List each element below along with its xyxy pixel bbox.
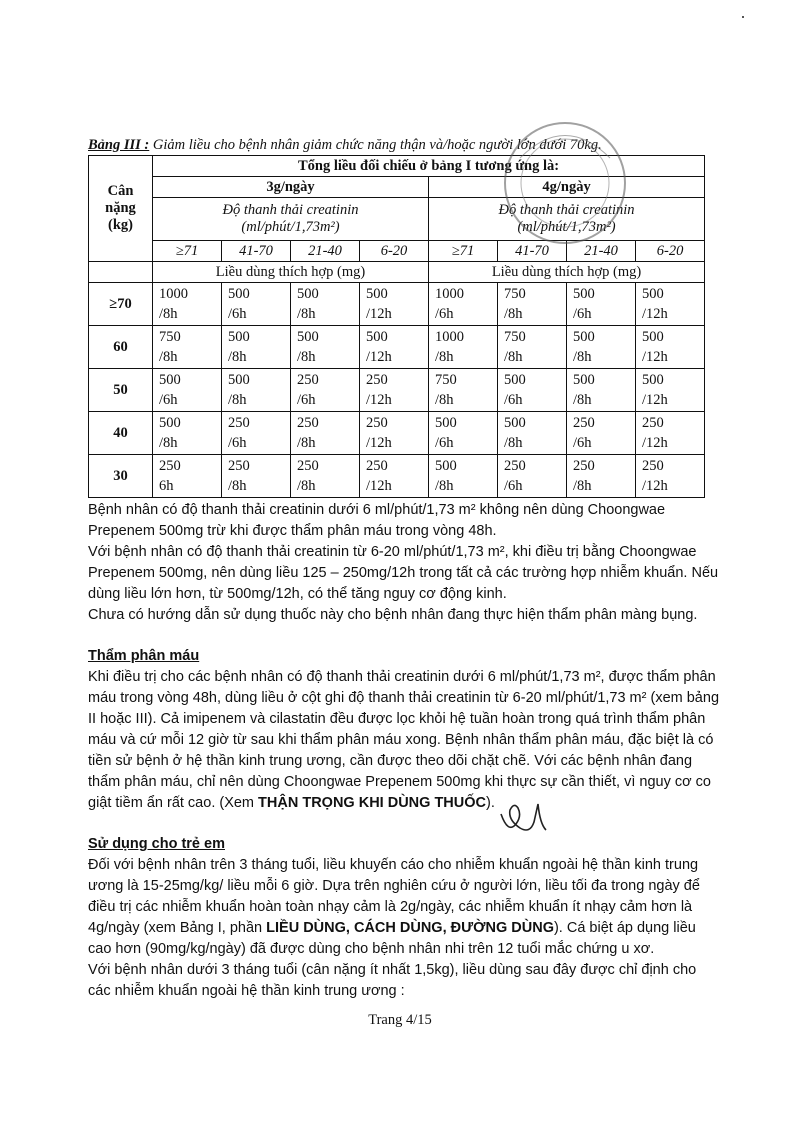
- weight-cell: 30: [89, 455, 153, 498]
- dose-interval: /12h: [366, 306, 392, 322]
- clearance-label: Độ thanh thải creatinin: [498, 202, 635, 218]
- dose-cell: [636, 455, 705, 498]
- range-cell: 6-20: [360, 241, 429, 262]
- dose-cell: [498, 412, 567, 455]
- table-caption-text: Giảm liều cho bệnh nhân giảm chức năng thận và/hoặc người lớn dưới 70kg.: [149, 137, 602, 153]
- dose-amount: 250: [642, 415, 664, 431]
- weight-cell: 60: [89, 326, 153, 369]
- dose-interval: /8h: [297, 435, 316, 451]
- dose-interval: /6h: [435, 306, 454, 322]
- dose-interval: /12h: [366, 392, 392, 408]
- dose-amount: 250: [504, 458, 526, 474]
- dose-amount: 500: [642, 286, 664, 302]
- dose-amount: 500: [366, 329, 388, 345]
- weight-header-l1: Cân: [107, 183, 134, 199]
- dose-cell: [636, 283, 705, 326]
- dose-interval: /12h: [366, 478, 392, 494]
- note-paragraph: Chưa có hướng dẫn sử dụng thuốc này cho bệnh nhân đang thực hiện thẩm phân màng bụng.: [88, 607, 698, 623]
- dose-amount: 500: [573, 372, 595, 388]
- dose-cell: [291, 455, 360, 498]
- range-cell: ≥71: [429, 241, 498, 262]
- group-dose-4g: 4g/ngày: [429, 177, 705, 198]
- dose-interval: /6h: [228, 306, 247, 322]
- dose-amount: 500: [642, 329, 664, 345]
- dose-amount: 250: [297, 372, 319, 388]
- dose-interval: /8h: [297, 478, 316, 494]
- range-cell: 41-70: [222, 241, 291, 262]
- dialysis-ref: THẬN TRỌNG KHI DÙNG THUỐC: [258, 795, 487, 811]
- weight-cell: 40: [89, 412, 153, 455]
- weight-header: [89, 156, 153, 262]
- weight-cell: 50: [89, 369, 153, 412]
- group-dose-3g: 3g/ngày: [153, 177, 429, 198]
- dose-interval: /8h: [159, 349, 178, 365]
- dose-interval: /12h: [642, 306, 668, 322]
- dose-amount: 250: [366, 372, 388, 388]
- dose-amount: 750: [435, 372, 457, 388]
- clearance-unit: (ml/phút/1,73m²): [241, 219, 340, 235]
- dose-amount: 500: [297, 329, 319, 345]
- dose-amount: 500: [504, 415, 526, 431]
- dose-amount: 750: [504, 286, 526, 302]
- dose-cell: [567, 412, 636, 455]
- dose-cell: [360, 283, 429, 326]
- dose-interval: /6h: [504, 392, 523, 408]
- table-caption: [88, 137, 602, 154]
- children-text: Đối với bệnh nhân trên 3 tháng tuổi, liều khuyến cáo cho nhiễm khuẩn ngoài hệ thần kinh trung ương là 15-25mg/kg/ liều mỗi 6 giờ. Dựa trên nghiên cứu ở người lớn, liều tối đa trong ngày để điều trị các nhiễm khuẩn hoàn toàn nhạy cảm là 2g/ngày, các nhiễm khuẩn ít nhạy cảm hơn là 4g/ngày (xem Bảng I, phần: [88, 857, 700, 936]
- dose-interval: /6h: [297, 392, 316, 408]
- dose-interval: /12h: [642, 435, 668, 451]
- dose-interval: /8h: [435, 478, 454, 494]
- children-text-tail: ). Cá biệt áp dụng liều cao hơn (90mg/kg/ngày) đã được dùng cho bệnh nhân nhi trên 12 tuổi mắc chứng u xơ.: [88, 920, 696, 957]
- dose-amount: 250: [366, 458, 388, 474]
- range-cell: 6-20: [636, 241, 705, 262]
- dose-cell: [429, 412, 498, 455]
- dose-cell: [498, 283, 567, 326]
- dose-amount: 1000: [159, 286, 188, 302]
- dose-cell: [222, 326, 291, 369]
- dose-amount: 500: [504, 372, 526, 388]
- weight-cell: ≥70: [89, 283, 153, 326]
- dose-amount: 500: [297, 286, 319, 302]
- dose-amount: 250: [573, 415, 595, 431]
- dialysis-heading: Thẩm phân máu: [88, 648, 200, 664]
- clearance-unit: (ml/phút/1,73m²): [517, 219, 616, 235]
- dose-amount: 750: [159, 329, 181, 345]
- dose-amount: 250: [228, 415, 250, 431]
- page-number: Trang 4/15: [368, 1012, 432, 1028]
- dose-amount: 250: [297, 458, 319, 474]
- dose-interval: /8h: [435, 349, 454, 365]
- dose-cell: [636, 369, 705, 412]
- clearance-label: Độ thanh thải creatinin: [222, 202, 359, 218]
- blank-cell: [89, 262, 153, 283]
- dose-interval: /8h: [297, 349, 316, 365]
- clearance-header-3g: [153, 198, 429, 241]
- dose-interval: /8h: [435, 392, 454, 408]
- dose-interval: /6h: [159, 392, 178, 408]
- dose-cell: [636, 412, 705, 455]
- dose-amount: 1000: [435, 329, 464, 345]
- dose-interval: /6h: [573, 435, 592, 451]
- children-paragraph-2: Với bệnh nhân dưới 3 tháng tuổi (cân nặng ít nhất 1,5kg), liều dùng sau đây được chỉ định cho các nhiễm khuẩn ngoài hệ thần kinh trung ương :: [88, 962, 697, 999]
- table-row: [89, 412, 705, 455]
- dose-cell: [291, 412, 360, 455]
- clearance-header-4g: [429, 198, 705, 241]
- dose-cell: [153, 326, 222, 369]
- dose-interval: 6h: [159, 478, 174, 494]
- dose-cell: [636, 326, 705, 369]
- dose-cell: [222, 455, 291, 498]
- dose-amount: 250: [573, 458, 595, 474]
- dose-amount: 500: [573, 286, 595, 302]
- dose-amount: 500: [228, 372, 250, 388]
- range-cell: ≥71: [153, 241, 222, 262]
- weight-header-l3: (kg): [108, 217, 133, 233]
- dose-amount: 500: [435, 415, 457, 431]
- total-dose-header: Tổng liều đối chiếu ở bảng I tương ứng là:: [153, 156, 705, 177]
- dose-cell: [429, 326, 498, 369]
- dose-amount: 500: [642, 372, 664, 388]
- dose-interval: /12h: [642, 478, 668, 494]
- dose-amount: 500: [573, 329, 595, 345]
- dialysis-tail: ).: [486, 795, 495, 811]
- dose-cell: [429, 369, 498, 412]
- dose-amount: 250: [297, 415, 319, 431]
- dose-interval: /8h: [159, 306, 178, 322]
- dose-amount: 250: [228, 458, 250, 474]
- note-paragraph: Bệnh nhân có độ thanh thải creatinin dưới 6 ml/phút/1,73 m² không nên dùng Choongwae Prepenem 500mg trừ khi được thẩm phân máu trong vòng 48h.: [88, 502, 666, 539]
- dose-interval: /8h: [228, 349, 247, 365]
- dose-interval: /12h: [642, 349, 668, 365]
- dose-cell: [429, 455, 498, 498]
- children-heading: Sử dụng cho trẻ em: [88, 836, 225, 852]
- dose-cell: [498, 455, 567, 498]
- dose-interval: /6h: [504, 478, 523, 494]
- dose-cell: [429, 283, 498, 326]
- dose-amount: 500: [228, 286, 250, 302]
- dose-cell: [291, 369, 360, 412]
- dose-cell: [153, 455, 222, 498]
- dose-amount: 500: [159, 415, 181, 431]
- dose-interval: /8h: [573, 392, 592, 408]
- dialysis-section: [88, 646, 720, 814]
- dose-interval: /8h: [228, 478, 247, 494]
- dose-interval: /8h: [228, 392, 247, 408]
- dose-amount: 500: [228, 329, 250, 345]
- dose-interval: /12h: [642, 392, 668, 408]
- dose-interval: /8h: [159, 435, 178, 451]
- dose-table: [88, 155, 705, 498]
- range-cell: 21-40: [291, 241, 360, 262]
- dose-interval: /8h: [504, 349, 523, 365]
- table-row: [89, 369, 705, 412]
- dose-cell: [291, 326, 360, 369]
- dose-cell: [153, 412, 222, 455]
- dose-amount: 500: [366, 286, 388, 302]
- dose-cell: [360, 326, 429, 369]
- dose-interval: /8h: [573, 349, 592, 365]
- dose-amount: 250: [366, 415, 388, 431]
- scan-speck: [742, 16, 744, 18]
- dialysis-text: Khi điều trị cho các bệnh nhân có độ thanh thải creatinin dưới 6 ml/phút/1,73 m², được thẩm phân máu trong vòng 48h, dùng liều ở cột ghi độ thanh thải creatinin từ 6-20 ml/phút/1,73 m² (xem bảng II hoặc III). Cả imipenem và cilastatin đều được lọc khỏi hệ tuần hoàn trong quá trình thẩm phân máu và cứ mỗi 12 giờ từ sau khi thẩm phân máu xong. Bệnh nhân thẩm phân máu, đặc biệt là có tiền sử bệnh ở hệ thần kinh trung ương, cần được theo dõi chặt chẽ. Với các bệnh nhân đang thẩm phân máu, chỉ nên dùng Choongwae Prepenem 500mg khi thực sự cần thiết, vì nguy cơ co giật tiềm ẩn rất cao. (Xem: [88, 669, 720, 811]
- dose-interval: /12h: [366, 435, 392, 451]
- range-cell: 21-40: [567, 241, 636, 262]
- dose-amount: 500: [435, 458, 457, 474]
- suitable-dose-label-4g: Liều dùng thích hợp (mg): [429, 262, 705, 283]
- dose-cell: [360, 455, 429, 498]
- children-section: [88, 834, 720, 1002]
- weight-header-l2: nặng: [105, 200, 136, 216]
- dose-interval: /8h: [297, 306, 316, 322]
- dose-cell: [360, 369, 429, 412]
- signature-icon: [496, 794, 556, 844]
- dose-cell: [567, 455, 636, 498]
- dose-rows: [89, 283, 705, 498]
- dose-interval: /6h: [573, 306, 592, 322]
- dose-cell: [498, 369, 567, 412]
- table-row: [89, 283, 705, 326]
- range-cell: 41-70: [498, 241, 567, 262]
- suitable-dose-label-3g: Liều dùng thích hợp (mg): [153, 262, 429, 283]
- dose-cell: [222, 412, 291, 455]
- dose-interval: /12h: [366, 349, 392, 365]
- dose-amount: 500: [159, 372, 181, 388]
- dose-cell: [567, 326, 636, 369]
- dose-cell: [567, 369, 636, 412]
- dose-cell: [291, 283, 360, 326]
- children-ref: LIỀU DÙNG, CÁCH DÙNG, ĐƯỜNG DÙNG: [266, 920, 554, 936]
- table-caption-label: Bảng III :: [88, 137, 150, 153]
- notes-block: [88, 500, 720, 626]
- dose-amount: 250: [642, 458, 664, 474]
- children-paragraph: [88, 855, 720, 960]
- dose-cell: [498, 326, 567, 369]
- dose-interval: /8h: [573, 478, 592, 494]
- dose-interval: /6h: [435, 435, 454, 451]
- dose-amount: 1000: [435, 286, 464, 302]
- dose-cell: [222, 369, 291, 412]
- table-row: [89, 455, 705, 498]
- note-paragraph: Với bệnh nhân có độ thanh thải creatinin từ 6-20 ml/phút/1,73 m², khi điều trị bằng Choongwae Prepenem 500mg, nên dùng liều 125 – 250mg/12h trong tất cả các trường hợp nhiễm khuẩn. Nếu dùng liều lớn hơn, từ 500mg/12h, có thể tăng nguy cơ động kinh.: [88, 544, 719, 602]
- dose-amount: 250: [159, 458, 181, 474]
- dose-cell: [567, 283, 636, 326]
- dose-amount: 750: [504, 329, 526, 345]
- dose-cell: [222, 283, 291, 326]
- table-row: [89, 326, 705, 369]
- dose-cell: [360, 412, 429, 455]
- dialysis-paragraph: [88, 667, 720, 814]
- dose-interval: /8h: [504, 435, 523, 451]
- dose-cell: [153, 369, 222, 412]
- dose-cell: [153, 283, 222, 326]
- dose-interval: /8h: [504, 306, 523, 322]
- dose-interval: /6h: [228, 435, 247, 451]
